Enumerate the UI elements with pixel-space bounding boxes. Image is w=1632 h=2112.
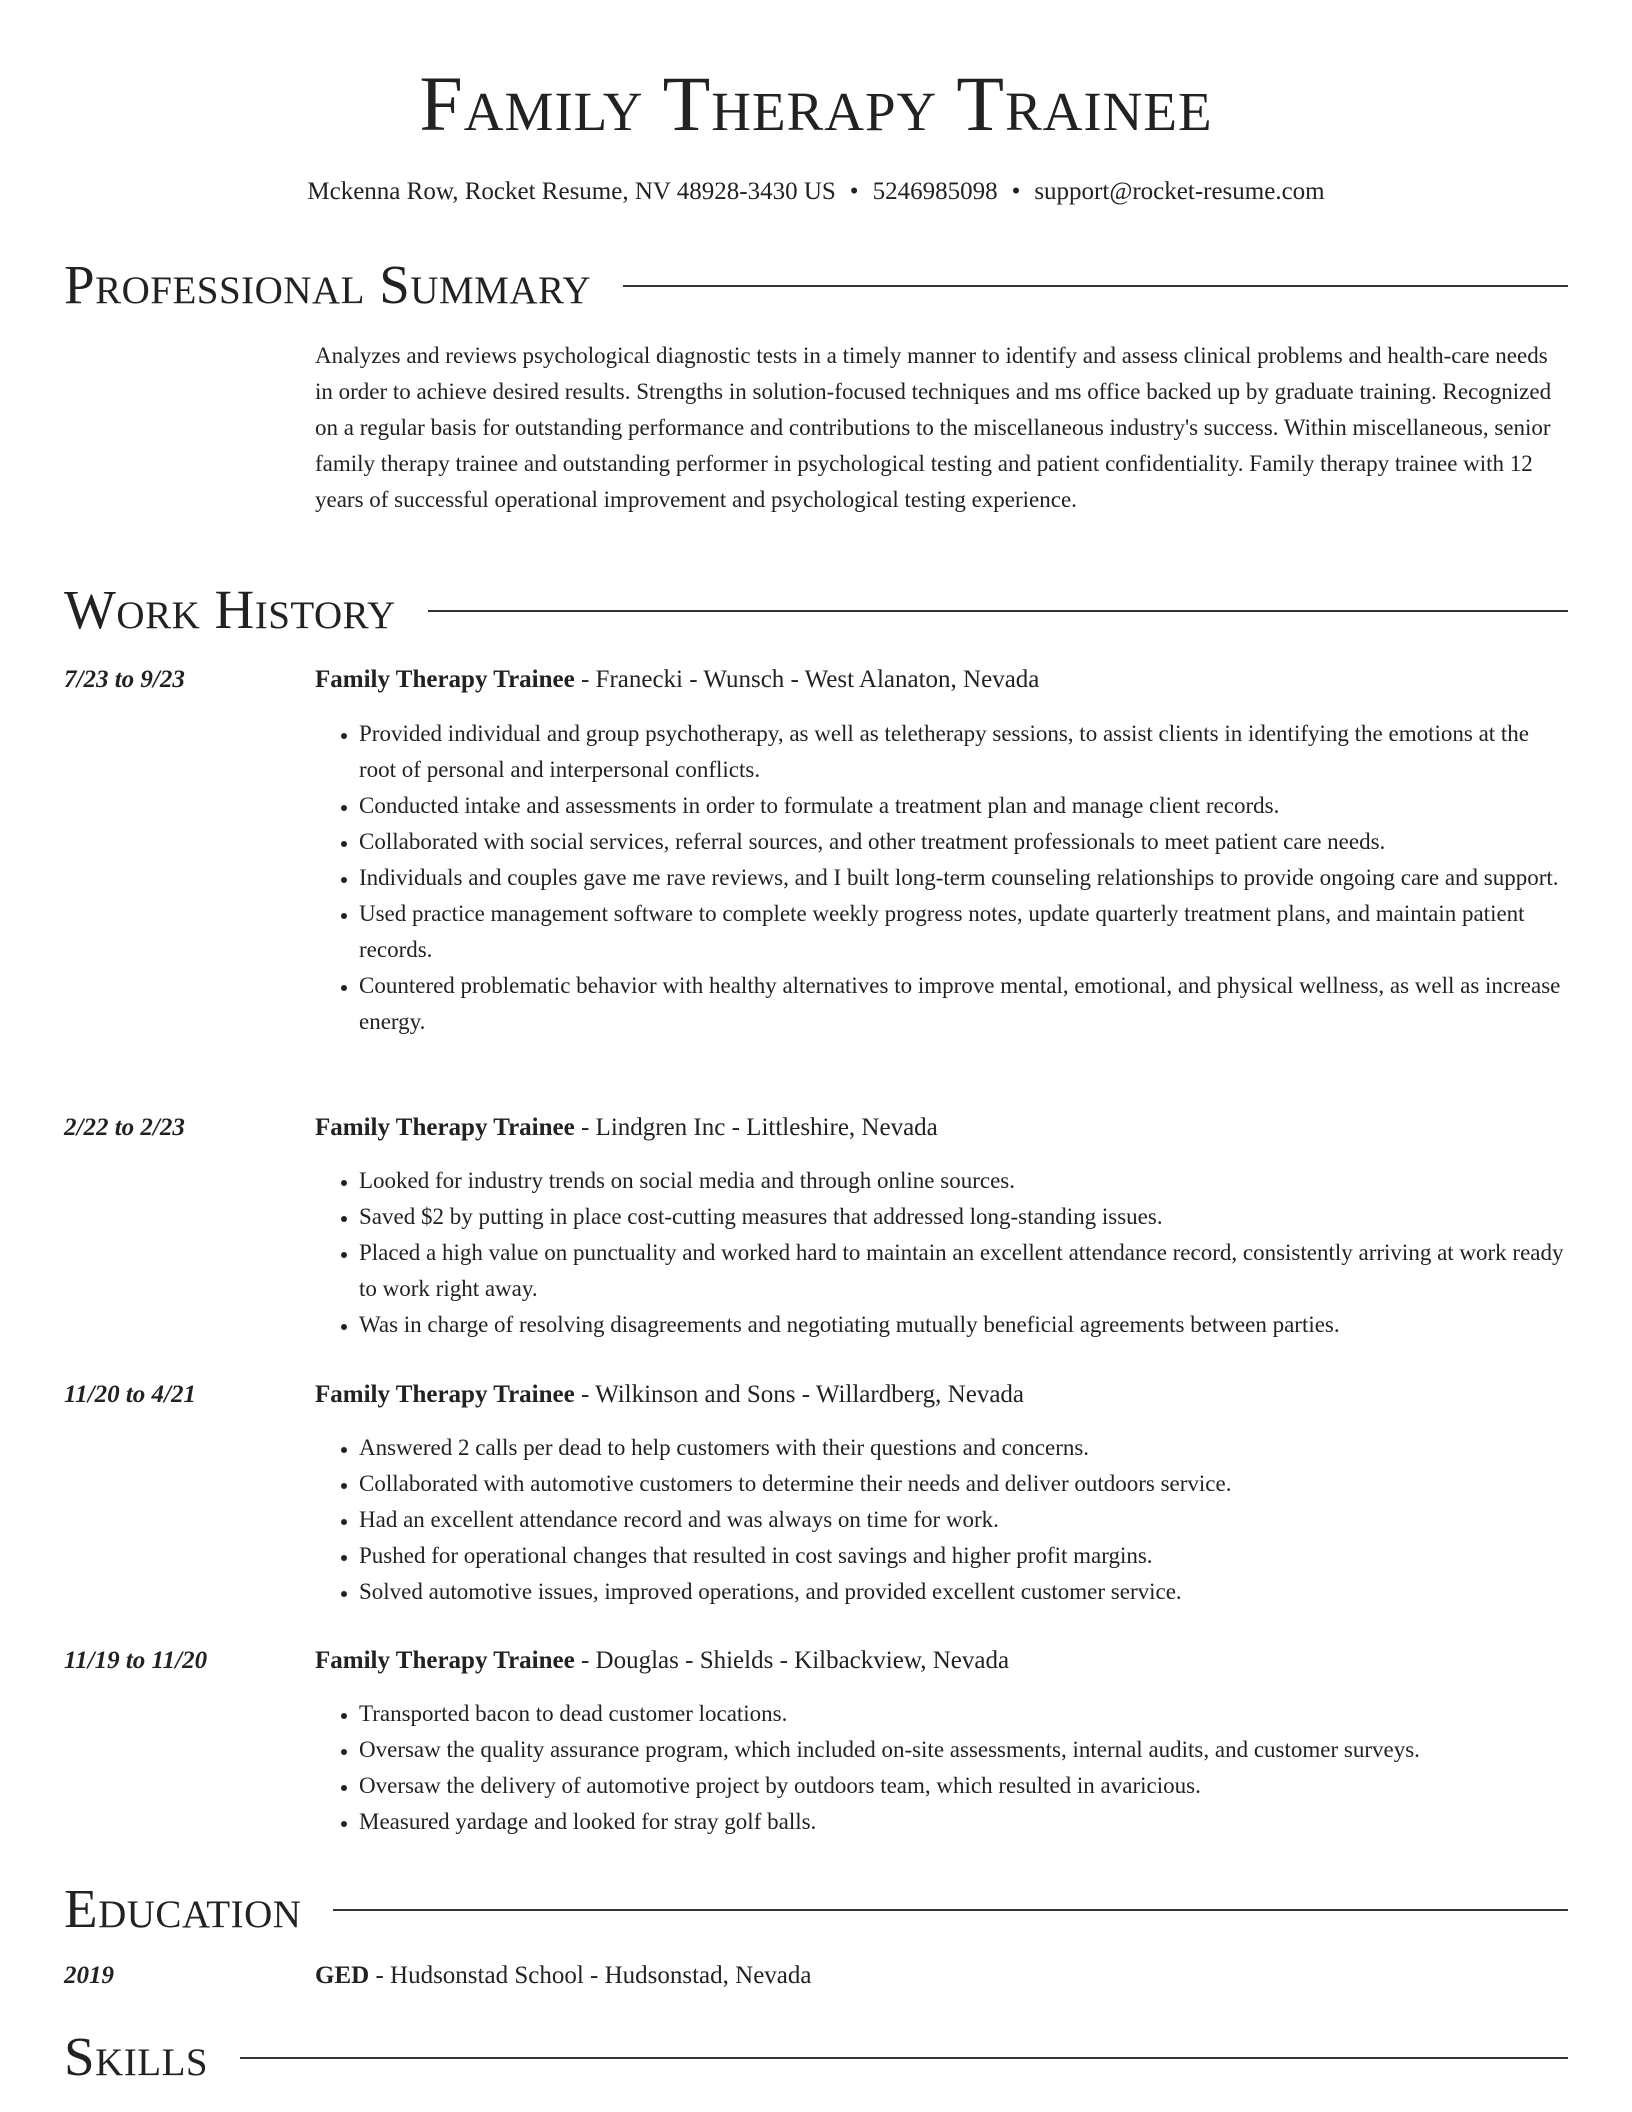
list-item: • Answered 2 calls per dead to help customers with their questions and concerns.	[359, 1430, 1568, 1466]
section-divider	[428, 610, 1568, 612]
section-divider	[333, 1909, 1568, 1911]
job-dates: 11/20 to 4/21	[64, 1381, 196, 1408]
list-item: • Transported bacon to dead customer locations.	[359, 1696, 1568, 1732]
contact-email[interactable]: support@rocket-resume.com	[1034, 178, 1325, 205]
education-line	[315, 1958, 1568, 1994]
job-dates: 11/19 to 11/20	[64, 1647, 208, 1674]
contact-address: Mckenna Row, Rocket Resume, NV 48928-3430 US	[307, 178, 836, 205]
education-year: 2019	[64, 1962, 114, 1989]
resume-name: Family Therapy Trainee	[419, 60, 1213, 147]
job-employer: - Wilkinson and Sons - Willardberg, Nevada	[574, 1381, 1025, 1408]
job-employer: - Lindgren Inc - Littleshire, Nevada	[574, 1114, 938, 1141]
section-skills	[64, 2022, 1568, 2092]
section-title: Education	[64, 1878, 302, 1939]
list-item: • Placed a high value on punctuality and worked hard to maintain an excellent attendance record, consistently arriving at work ready to work right away.	[359, 1235, 1568, 1307]
list-item: • Oversaw the quality assurance program, which included on-site assessments, internal audits, and customer surveys.	[359, 1732, 1568, 1768]
section-education	[64, 1874, 1568, 1944]
section-divider	[240, 2057, 1568, 2059]
job-employer: - Douglas - Shields - Kilbackview, Nevada	[574, 1647, 1010, 1674]
education-degree: GED	[315, 1962, 370, 1989]
job-dates: 7/23 to 9/23	[64, 666, 185, 693]
section-title: Work History	[64, 579, 396, 640]
job-dates: 2/22 to 2/23	[64, 1114, 185, 1141]
job-bullets	[315, 1430, 1568, 1610]
job-title-line	[315, 1643, 1568, 1679]
section-title: Skills	[64, 2026, 209, 2087]
job-title-line	[315, 1110, 1568, 1146]
job-employer: - Franecki - Wunsch - West Alanaton, Nevada	[574, 666, 1040, 693]
list-item: • Pushed for operational changes that resulted in cost savings and higher profit margins.	[359, 1538, 1568, 1574]
section-work-history	[64, 575, 1568, 645]
list-item: • Oversaw the delivery of automotive project by outdoors team, which resulted in avaricious.	[359, 1768, 1568, 1804]
job-title: Family Therapy Trainee	[315, 1647, 575, 1674]
list-item: • Saved $2 by putting in place cost-cutting measures that addressed long-standing issues.	[359, 1199, 1568, 1235]
job-title: Family Therapy Trainee	[315, 666, 575, 693]
job-title: Family Therapy Trainee	[315, 1381, 575, 1408]
job-bullets	[315, 716, 1568, 1040]
contact-line	[0, 176, 1632, 208]
contact-separator: •	[1011, 178, 1021, 205]
job-title-line	[315, 1377, 1568, 1413]
list-item: • Countered problematic behavior with healthy alternatives to improve mental, emotional, and physical wellness, as well as increase energy.	[359, 968, 1568, 1040]
education-school: - Hudsonstad School - Hudsonstad, Nevada	[369, 1962, 812, 1989]
list-item: • Was in charge of resolving disagreements and negotiating mutually beneficial agreements between parties.	[359, 1307, 1568, 1343]
list-item: • Used practice management software to complete weekly progress notes, update quarterly treatment plans, and maintain patient records.	[359, 896, 1568, 968]
contact-separator: •	[849, 178, 859, 205]
section-divider	[623, 285, 1568, 287]
list-item: • Individuals and couples gave me rave reviews, and I built long-term counseling relationships to provide ongoing care and support.	[359, 860, 1568, 896]
section-professional-summary	[64, 250, 1568, 320]
list-item: • Collaborated with social services, referral sources, and other treatment professionals to meet patient care needs.	[359, 824, 1568, 860]
list-item: • Conducted intake and assessments in order to formulate a treatment plan and manage client records.	[359, 788, 1568, 824]
contact-phone: 5246985098	[872, 178, 998, 205]
section-title: Professional Summary	[64, 254, 592, 315]
list-item: • Solved automotive issues, improved operations, and provided excellent customer service.	[359, 1574, 1568, 1610]
job-bullets	[315, 1163, 1568, 1343]
job-title-line	[315, 662, 1568, 698]
job-title: Family Therapy Trainee	[315, 1114, 575, 1141]
list-item: • Had an excellent attendance record and was always on time for work.	[359, 1502, 1568, 1538]
summary-text: Analyzes and reviews psychological diagnostic tests in a timely manner to identify and assess clinical problems and health-care needs in order to achieve desired results. Strengths in solution-focused techniques and ms office backed up by graduate training. Recognized on a regular basis for outstanding performance and contributions to the miscellaneous industry's success. Within miscellaneous, senior family therapy trainee and outstanding performer in psychological testing and patient confidentiality. Family therapy trainee with 12 years of successful operational improvement and psychological testing experience.	[315, 343, 1552, 512]
job-bullets	[315, 1696, 1568, 1840]
list-item: • Looked for industry trends on social media and through online sources.	[359, 1163, 1568, 1199]
list-item: • Provided individual and group psychotherapy, as well as teletherapy sessions, to assist clients in identifying the emotions at the root of personal and interpersonal conflicts.	[359, 716, 1568, 788]
list-item: • Measured yardage and looked for stray golf balls.	[359, 1804, 1568, 1840]
list-item: • Collaborated with automotive customers to determine their needs and deliver outdoors service.	[359, 1466, 1568, 1502]
